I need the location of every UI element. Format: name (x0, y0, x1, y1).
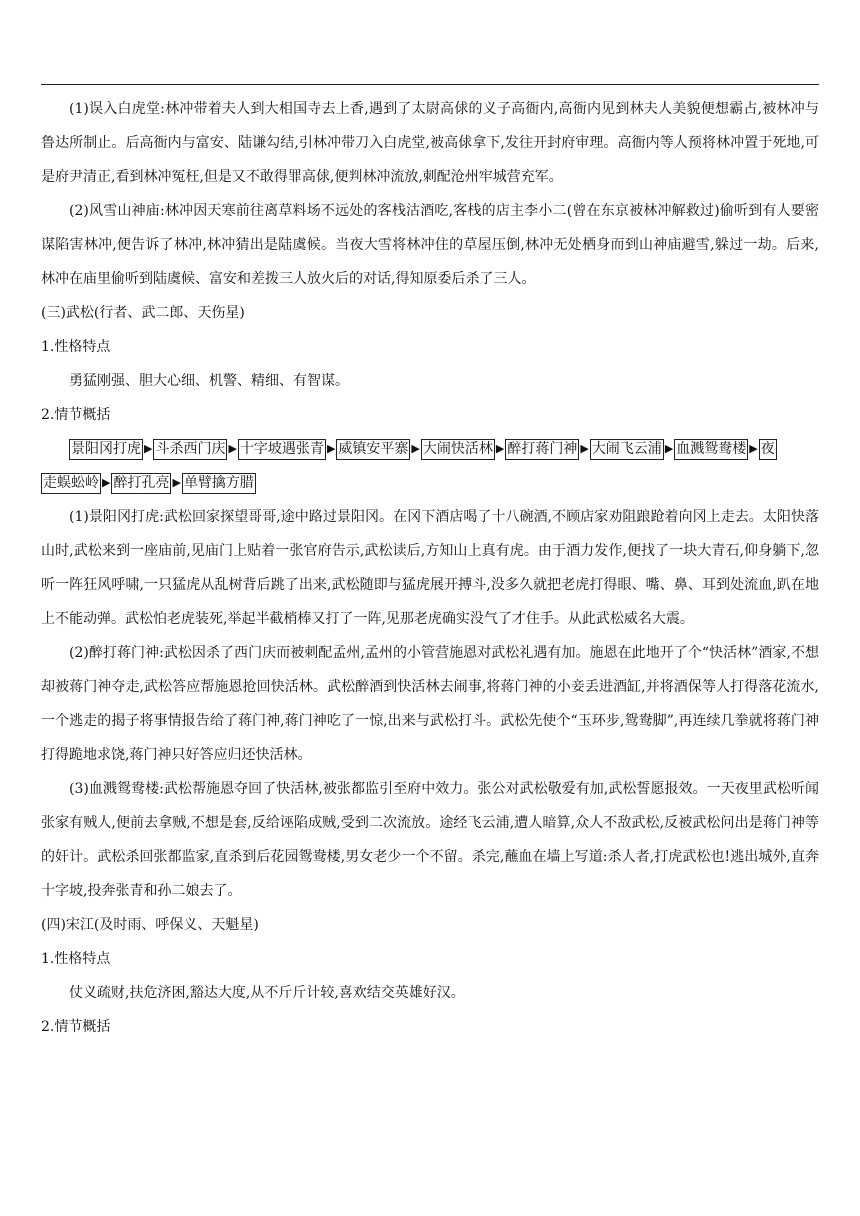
flow-box: 醉打孔亮 (111, 473, 171, 494)
wu-song-traits: 勇猛刚强、胆大心细、机警、精细、有智谋。 (69, 373, 349, 389)
flow-box: 夜 (759, 439, 777, 460)
flow-box: 斗杀西门庆 (153, 439, 227, 460)
flow-box: 威镇安平寨 (336, 439, 410, 460)
arrow-right-icon: ▶ (228, 442, 237, 455)
arrow-right-icon: ▶ (326, 442, 336, 455)
lin-chong-event-2: (2)风雪山神庙:林冲因天寒前往离草料场不远处的客栈沽酒吃,客栈的店主李小二(曾在东京被林冲解救过)偷听到有人要密谋陷害林冲,便告诉了林冲,林冲猜出是陆虞候。当夜大雪将林冲住的草屋压倒,林冲无处栖身而到山神庙避雪,躲过一劫。后来,林冲在庙里偷听到陆虞候、富安和差拨三人放火后的对话,得知原委后杀了三人。 (41, 203, 819, 287)
flow-box: 大闹飞云浦 (590, 439, 664, 460)
arrow-right-icon: ▶ (102, 476, 111, 489)
flow-box: 单臂擒方腊 (182, 473, 256, 494)
flow-box: 十字坡遇张青 (238, 439, 326, 460)
song-jiang-traits: 仗义疏财,扶危济困,豁达大度,从不斤斤计较,喜欢结交英雄好汉。 (69, 985, 465, 1001)
document-body (41, 92, 819, 1044)
arrow-right-icon: ▶ (664, 442, 674, 455)
lin-chong-event-1: (1)误入白虎堂:林冲带着夫人到大相国寺去上香,遇到了太尉高俅的义子高衙内,高衙内见到林夫人美貌便想霸占,被林冲与鲁达所制止。后高衙内与富安、陆谦勾结,引林冲带刀入白虎堂,被高俅拿下,发往开封府审理。高衙内等人预将林冲置于死地,可是府尹清正,看到林冲冤枉,但是又不敢得罪高俅,便判林冲流放,刺配沧州牢城营充军。 (41, 101, 819, 185)
flow-box: 大闹快活林 (421, 439, 495, 460)
arrow-right-icon: ▶ (495, 442, 505, 455)
wu-song-heading: (三)武松(行者、武二郎、天伤星) (41, 305, 245, 321)
flow-box: 景阳冈打虎 (69, 439, 143, 460)
flow-box: 血溅鸳鸯楼 (674, 439, 748, 460)
header-rule (41, 84, 819, 85)
flow-box: 走蜈蚣岭 (41, 473, 101, 494)
song-jiang-traits-heading: 1.性格特点 (41, 951, 111, 967)
arrow-right-icon: ▶ (749, 442, 758, 455)
wu-song-traits-heading: 1.性格特点 (41, 339, 111, 355)
plot-flow-line-2 (41, 466, 819, 500)
arrow-right-icon: ▶ (411, 442, 420, 455)
arrow-right-icon: ▶ (144, 442, 153, 455)
arrow-right-icon: ▶ (580, 442, 589, 455)
arrow-right-icon: ▶ (172, 476, 181, 489)
song-jiang-heading: (四)宋江(及时雨、呼保义、天魁星) (41, 917, 259, 933)
plot-flow-line-1 (41, 432, 819, 466)
song-jiang-plot-heading: 2.情节概括 (41, 1019, 111, 1035)
flow-box: 醉打蒋门神 (505, 439, 579, 460)
wu-song-event-3: (3)血溅鸳鸯楼:武松帮施恩夺回了快活林,被张都监引至府中效力。张公对武松敬爱有加,武松誓愿报效。一天夜里武松听闻张家有贼人,便前去拿贼,不想是套,反给诬陷成贼,受到二次流放。途经飞云浦,遭人暗算,众人不敌武松,反被武松问出是蒋门神等的奸计。武松杀回张都监家,直杀到后花园鸳鸯楼,男女老少一个不留。杀完,蘸血在墙上写道:杀人者,打虎武松也!逃出城外,直奔十字坡,投奔张青和孙二娘去了。 (41, 781, 819, 899)
wu-song-event-1: (1)景阳冈打虎:武松回家探望哥哥,途中路过景阳冈。在冈下酒店喝了十八碗酒,不顾店家劝阻踉跄着向冈上走去。太阳快落山时,武松来到一座庙前,见庙门上贴着一张官府告示,武松读后,方知山上真有虎。由于酒力发作,便找了一块大青石,仰身躺下,忽听一阵狂风呼啸,一只猛虎从乱树背后跳了出来,武松随即与猛虎展开搏斗,没多久就把老虎打得眼、嘴、鼻、耳到处流血,趴在地上不能动弹。武松怕老虎装死,举起半截梢棒又打了一阵,见那老虎确实没气了才住手。从此武松威名大震。 (41, 509, 819, 627)
wu-song-plot-heading: 2.情节概括 (41, 407, 111, 423)
wu-song-event-2: (2)醉打蒋门神:武松因杀了西门庆而被刺配孟州,孟州的小管营施恩对武松礼遇有加。施恩在此地开了个“快活林”酒家,不想却被蒋门神夺走,武松答应帮施恩抢回快活林。武松醉酒到快活林去闹事,将蒋门神的小妾丢进酒缸,并将酒保等人打得落花流水,一个逃走的揭子将事情报告给了蒋门神,蒋门神吃了一惊,出来与武松打斗。武松先使个“玉环步,鸳鸯脚”,再连续几拳就将蒋门神打得跪地求饶,蒋门神只好答应归还快活林。 (41, 645, 819, 763)
